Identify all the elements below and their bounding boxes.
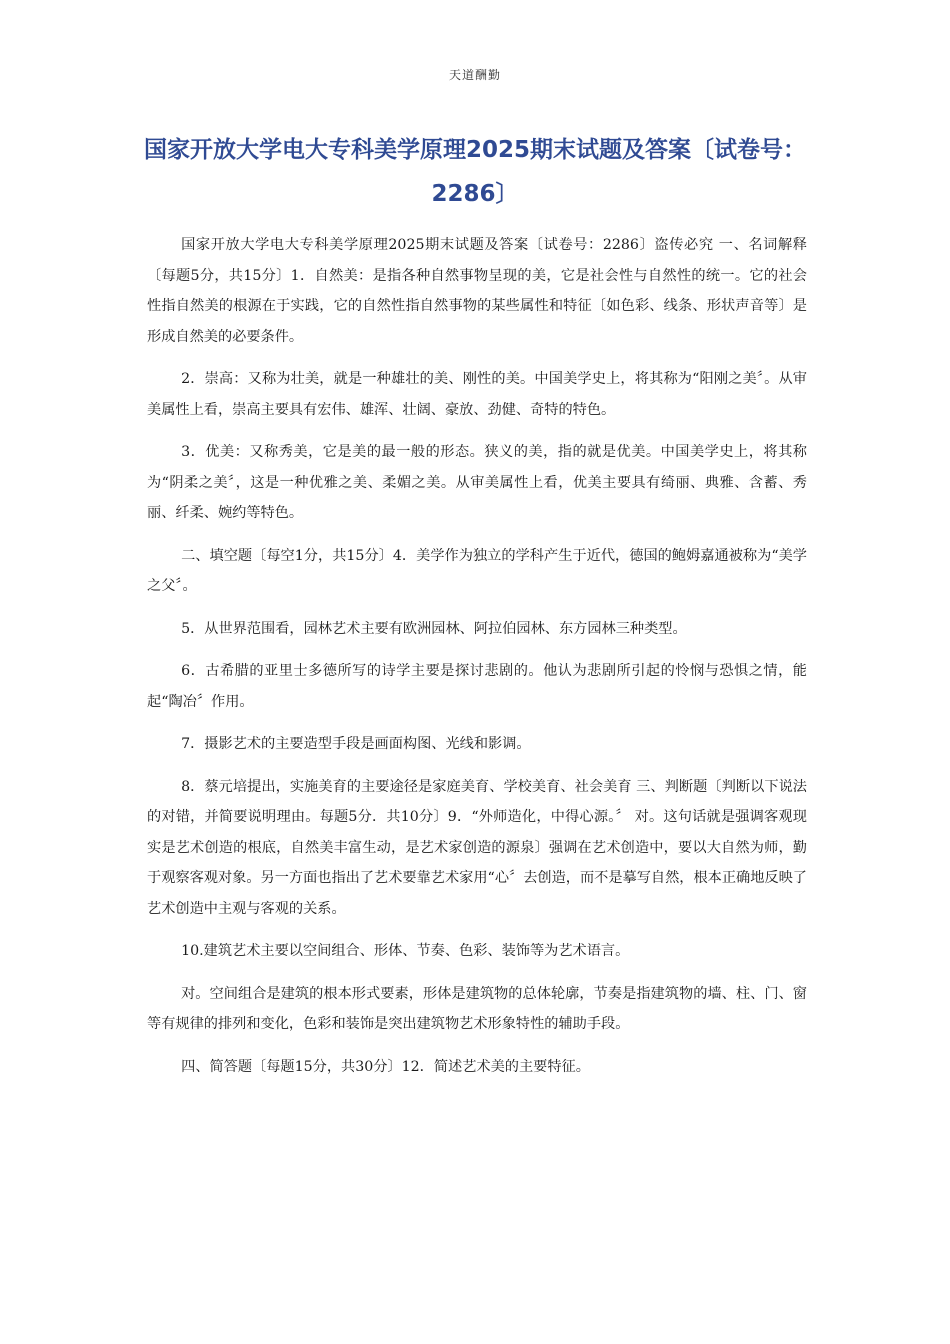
paragraph-10: 对。空间组合是建筑的根本形式要素，形体是建筑物的总体轮廓，节奏是指建筑物的墙、柱、门、窗等有规律的排列和变化，色彩和装饰是突出建筑物艺术形象特性的辅助手段。: [147, 985, 807, 1032]
paragraph-1: 国家开放大学电大专科美学原理2025期末试题及答案〔试卷号：2286〕盗传必究 一、名词解释〔每题5分，共15分〕1．自然美：是指各种自然事物呈现的美，它是社会性与自然性的统一。它的社会性指自然美的根源在于实践，它的自然性指自然事物的某些属性和特征〔如色彩、线条、形状声音等〕是形成自然美的必要条件。: [147, 237, 807, 345]
paragraph-8: 8．蔡元培提出，实施美育的主要途径是家庭美育、学校美育、社会美育 三、判断题〔判断以下说法的对错，并简要说明理由。每题5分．共10分〕9．“外师造化，中得心源。〞 对。这句话就是强调客观现实是艺术创造的根底，自然美丰富生动，是艺术家创造的源泉〕强调在艺术创造中，要以大自然为师，勤于观察客观对象。另一方面也指出了艺术要靠艺术家用“心〞去创造，而不是摹写自然，根本正确地反映了艺术创造中主观与客观的关系。: [147, 778, 807, 917]
paragraph-9: 10.建筑艺术主要以空间组合、形体、节奏、色彩、装饰等为艺术语言。: [181, 943, 630, 959]
page-header: 天道酬勤: [448, 68, 501, 82]
paragraph-2: 2．崇高：又称为壮美，就是一种雄壮的美、刚性的美。中国美学史上，将其称为“阳刚之美〞。从审美属性上看，崇高主要具有宏伟、雄浑、壮阔、豪放、劲健、奇特的特色。: [147, 371, 807, 418]
paragraph-11: 四、简答题〔每题15分，共30分〕12．简述艺术美的主要特征。: [181, 1058, 590, 1075]
paragraph-6: 6．古希腊的亚里士多德所写的诗学主要是探讨悲剧的。他认为悲剧所引起的怜悯与恐惧之情，能起“陶冶〞作用。: [147, 663, 807, 710]
paragraph-7: 7．摄影艺术的主要造型手段是画面构图、光线和影调。: [181, 736, 531, 752]
paragraph-4: 二、填空题〔每空1分，共15分〕4．美学作为独立的学科产生于近代，德国的鲍姆嘉通被称为“美学之父〞。: [147, 547, 807, 594]
paragraph-5: 5．从世界范围看，园林艺术主要有欧洲园林、阿拉伯园林、东方园林三种类型。: [181, 620, 687, 637]
paragraph-3: 3．优美：又称秀美，它是美的最一般的形态。狭义的美，指的就是优美。中国美学史上，将其称为“阴柔之美〞，这是一种优雅之美、柔媚之美。从审美属性上看，优美主要具有绮丽、典雅、含蓄、秀丽、纤柔、婉约等特色。: [147, 444, 807, 521]
document-body: [147, 230, 807, 1094]
document-title: 国家开放大学电大专科美学原理2025期末试题及答案〔试卷号：2286〕: [143, 137, 806, 207]
